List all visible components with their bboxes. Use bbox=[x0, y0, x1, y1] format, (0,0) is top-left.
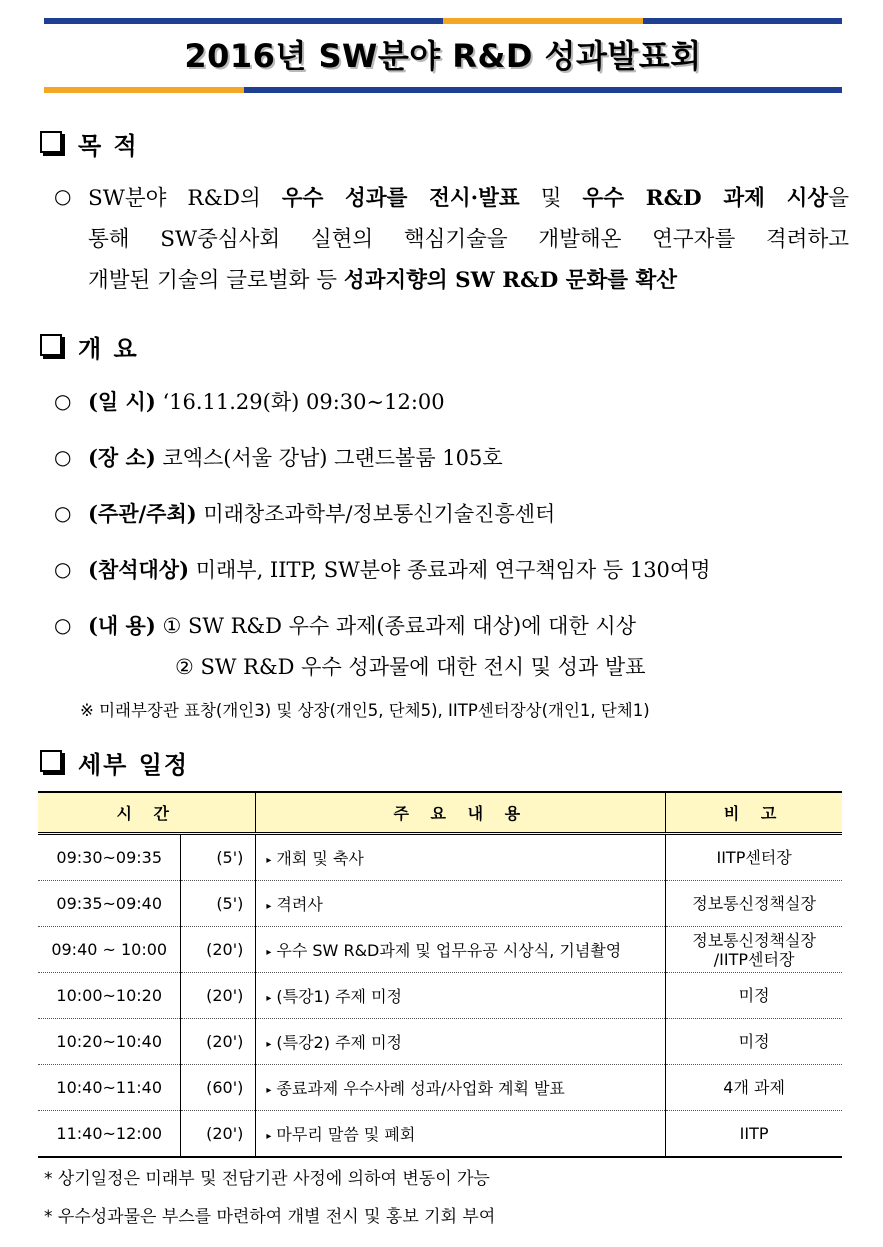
row-content: ▸ 종료과제 우수사례 성과/사업화 계획 발표 bbox=[256, 1065, 666, 1111]
purpose-line-3: 개발된 기술의 글로벌화 등 성과지향의 SW R&D 문화를 확산 bbox=[88, 268, 678, 293]
row-note: 미정 bbox=[666, 1019, 842, 1065]
row-time: 11:40~12:00 bbox=[38, 1111, 181, 1158]
row-note: 미정 bbox=[666, 973, 842, 1019]
overview-place: (장 소) 코엑스(서울 강남) 그랜드볼룸 105호 bbox=[88, 445, 503, 470]
footnote-1: * 상기일정은 미래부 및 전담기관 사정에 의하여 변동이 가능 bbox=[44, 1169, 490, 1189]
footnote-2: * 우수성과물은 부스를 마련하여 개별 전시 및 홍보 기회 부여 bbox=[44, 1207, 496, 1227]
header-content: 주 요 내 용 bbox=[256, 792, 666, 834]
table-row bbox=[38, 973, 842, 1019]
row-content: ▸ 격려사 bbox=[256, 881, 666, 927]
square-bullet-icon bbox=[40, 750, 62, 772]
triangle-marker-icon: ▸ bbox=[266, 901, 272, 912]
purpose-line-1: SW분야 R&D의 우수 성과를 전시·발표 및 우수 R&D 과제 시상을 bbox=[88, 186, 849, 211]
row-duration: (5') bbox=[181, 881, 256, 927]
overview-host: (주관/주최) 미래창조과학부/정보통신기술진흥센터 bbox=[88, 501, 556, 526]
table-row bbox=[38, 834, 842, 881]
purpose-line-2: 통해 SW중심사회 실현의 핵심기술을 개발해온 연구자를 격려하고 bbox=[88, 227, 849, 252]
header-time: 시 간 bbox=[38, 792, 256, 834]
triangle-marker-icon: ▸ bbox=[266, 1131, 272, 1142]
title-band-bottom bbox=[44, 87, 842, 93]
circle-bullet-icon: ○ bbox=[54, 501, 72, 525]
row-note: IITP센터장 bbox=[666, 834, 842, 881]
overview-content: (내 용) ① SW R&D 우수 과제(종료과제 대상)에 대한 시상 bbox=[88, 613, 636, 638]
section-heading-schedule bbox=[40, 747, 189, 777]
triangle-marker-icon: ▸ bbox=[266, 1039, 272, 1050]
square-bullet-icon bbox=[40, 334, 62, 356]
circle-bullet-icon: ○ bbox=[54, 184, 72, 208]
row-duration: (5') bbox=[181, 834, 256, 881]
square-bullet-icon bbox=[40, 131, 62, 153]
overview-datetime: (일 시) ‘16.11.29(화) 09:30∼12:00 bbox=[88, 389, 445, 414]
award-note: ※ 미래부장관 표창(개인3) 및 상장(개인5, 단체5), IITP센터장상(개인1, 단체1) bbox=[80, 701, 650, 720]
triangle-marker-icon: ▸ bbox=[266, 855, 272, 866]
table-row bbox=[38, 1019, 842, 1065]
row-duration: (20') bbox=[181, 1111, 256, 1158]
title-band-top bbox=[44, 18, 842, 24]
row-note: 4개 과제 bbox=[666, 1065, 842, 1111]
section-heading-purpose bbox=[40, 128, 139, 158]
row-content: ▸ 우수 SW R&D과제 및 업무유공 시상식, 기념촬영 bbox=[256, 927, 666, 973]
row-note: IITP bbox=[666, 1111, 842, 1158]
row-content: ▸ 마무리 말씀 및 폐회 bbox=[256, 1111, 666, 1158]
row-time: 10:20~10:40 bbox=[38, 1019, 181, 1065]
schedule-table bbox=[38, 791, 842, 1158]
row-time: 10:00~10:20 bbox=[38, 973, 181, 1019]
row-content: ▸ 개회 및 축사 bbox=[256, 834, 666, 881]
triangle-marker-icon: ▸ bbox=[266, 947, 272, 958]
circle-bullet-icon: ○ bbox=[54, 557, 72, 581]
section-title: 목 적 bbox=[78, 131, 139, 160]
header-note: 비 고 bbox=[666, 792, 842, 834]
circle-bullet-icon: ○ bbox=[54, 445, 72, 469]
row-note: 정보통신정책실장 bbox=[666, 881, 842, 927]
row-content: ▸ (특강2) 주제 미정 bbox=[256, 1019, 666, 1065]
row-duration: (20') bbox=[181, 1019, 256, 1065]
table-row bbox=[38, 927, 842, 973]
row-content: ▸ (특강1) 주제 미정 bbox=[256, 973, 666, 1019]
section-heading-overview bbox=[40, 331, 139, 361]
overview-content-item-2: ② SW R&D 우수 성과물에 대한 전시 및 성과 발표 bbox=[175, 655, 646, 679]
section-title: 개 요 bbox=[78, 334, 139, 363]
row-time: 09:40 ~ 10:00 bbox=[38, 927, 181, 973]
overview-attendees: (참석대상) 미래부, IITP, SW분야 종료과제 연구책임자 등 130여명 bbox=[88, 557, 711, 582]
row-duration: (20') bbox=[181, 927, 256, 973]
row-duration: (60') bbox=[181, 1065, 256, 1111]
row-time: 09:35~09:40 bbox=[38, 881, 181, 927]
circle-bullet-icon: ○ bbox=[54, 389, 72, 413]
schedule-header-row bbox=[38, 792, 842, 834]
triangle-marker-icon: ▸ bbox=[266, 1085, 272, 1096]
circle-bullet-icon: ○ bbox=[54, 613, 72, 637]
triangle-marker-icon: ▸ bbox=[266, 993, 272, 1004]
row-note: 정보통신정책실장 /IITP센터장 bbox=[666, 927, 842, 973]
page-title: 2016년 SW분야 R&D 성과발표회 bbox=[184, 37, 702, 75]
section-title: 세부 일정 bbox=[78, 750, 190, 779]
row-time: 09:30~09:35 bbox=[38, 834, 181, 881]
table-row bbox=[38, 1111, 842, 1158]
table-row bbox=[38, 881, 842, 927]
row-duration: (20') bbox=[181, 973, 256, 1019]
table-row bbox=[38, 1065, 842, 1111]
row-time: 10:40~11:40 bbox=[38, 1065, 181, 1111]
